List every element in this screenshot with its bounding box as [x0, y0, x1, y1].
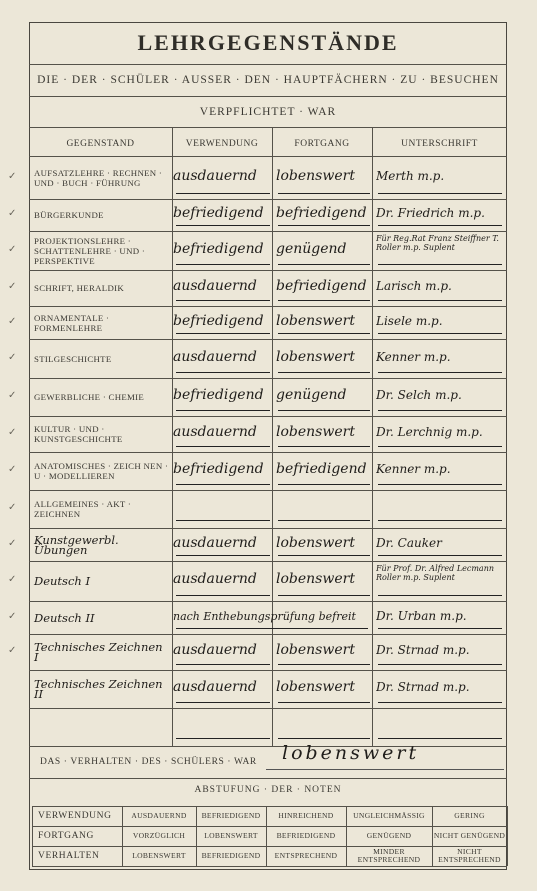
grading-row-label: VERWENDUNG — [38, 811, 112, 821]
subject-cell: ANATOMISCHES · ZEICH NEN · U · MODELLIEREN — [34, 461, 169, 481]
subject-cell: BÜRGERKUNDE — [34, 210, 104, 220]
blank-line — [176, 738, 270, 739]
conduct-value: lobenswert — [282, 742, 420, 764]
subject-cell: Deutsch II — [34, 610, 95, 625]
grade-underline — [176, 628, 368, 629]
progress-grade: befriedigend — [276, 461, 367, 477]
grade-cell: LOBENSWERT — [204, 831, 258, 840]
header-line-2: VERPFLICHTET · WAR — [199, 106, 337, 118]
check-mark-icon: ✓ — [8, 351, 17, 363]
use-grade: befriedigend — [173, 312, 264, 329]
grade-underline — [278, 664, 370, 665]
grade-cell: GENÜGEND — [366, 831, 412, 840]
progress-grade: lobenswert — [276, 679, 355, 695]
signature: Merth m.p. — [376, 168, 445, 183]
signature-underline — [378, 193, 502, 194]
progress-grade: lobenswert — [276, 642, 355, 658]
subject-cell: GEWERBLICHE · CHEMIE — [34, 392, 145, 402]
grade-underline — [278, 264, 370, 265]
grade-cell: VORZÜGLICH — [132, 831, 186, 840]
conduct-label: DAS · VERHALTEN · DES · SCHÜLERS · WAR — [40, 757, 257, 767]
signature: Dr. Strnad m.p. — [376, 643, 470, 657]
grade-cell: GERING — [454, 811, 485, 820]
use-grade: nach Enthebungsprüfung befreit — [173, 609, 356, 623]
use-grade: befriedigend — [173, 461, 264, 477]
signature: Dr. Cauker — [376, 535, 442, 550]
check-mark-icon: ✓ — [8, 390, 17, 401]
check-mark-icon: ✓ — [8, 574, 17, 585]
blank-line — [278, 738, 370, 739]
use-grade: befriedigend — [173, 387, 264, 403]
grade-underline — [278, 555, 370, 556]
check-mark-icon: ✓ — [8, 502, 17, 513]
progress-grade: lobenswert — [276, 167, 355, 184]
grade-underline — [278, 333, 370, 334]
subject-cell: Deutsch I — [34, 574, 91, 588]
grade-underline — [176, 446, 270, 447]
use-grade: befriedigend — [173, 205, 264, 221]
column-header-use: VERWENDUNG — [185, 139, 259, 149]
column-header-signature: UNTERSCHRIFT — [401, 139, 478, 149]
signature-underline — [378, 702, 502, 703]
grade-cell: BEFRIEDIGEND — [201, 851, 261, 860]
progress-grade: lobenswert — [276, 534, 355, 551]
grade-cell: ENTSPRECHEND — [274, 851, 338, 860]
use-grade: ausdauernd — [173, 348, 257, 365]
check-mark-icon: ✓ — [8, 281, 17, 292]
progress-grade: befriedigend — [276, 205, 367, 221]
signature: Dr. Strnad m.p. — [376, 680, 470, 694]
signature: Kenner m.p. — [376, 462, 451, 476]
check-mark-icon: ✓ — [8, 610, 17, 622]
grade-underline — [176, 225, 270, 226]
use-grade: ausdauernd — [173, 534, 257, 551]
signature: Dr. Selch m.p. — [376, 388, 462, 402]
grade-cell: BEFRIEDIGEND — [201, 811, 261, 820]
subject-cell: ALLGEMEINES · AKT · ZEICHNEN — [34, 499, 132, 519]
signature-underline — [378, 484, 502, 485]
signature-underline — [378, 372, 502, 373]
check-mark-icon: ✓ — [8, 243, 17, 255]
signature: Larisch m.p. — [376, 279, 452, 293]
column-header-subject: GEGENSTAND — [66, 139, 135, 149]
signature: Dr. Lerchnig m.p. — [376, 425, 483, 439]
subject-cell: Kunstgewerbl. Übungen — [34, 532, 119, 557]
grade-cell: LOBENSWERT — [132, 851, 186, 860]
grade-underline — [176, 702, 270, 703]
signature-underline — [378, 555, 502, 556]
progress-grade: lobenswert — [276, 571, 355, 587]
grade-cell: MINDER ENTSPRECHEND — [357, 847, 421, 864]
check-mark-icon: ✓ — [8, 315, 17, 327]
grade-underline — [176, 193, 270, 194]
blank-line — [378, 520, 502, 521]
use-grade: ausdauernd — [173, 642, 257, 658]
subject-cell: AUFSATZLEHRE · RECHNEN · UND · BUCH · FÜHRUNG — [34, 167, 163, 188]
signature: Lisele m.p. — [376, 313, 443, 328]
check-mark-icon: ✓ — [8, 464, 17, 475]
conduct-underline — [266, 769, 504, 770]
subject-cell: Technisches Zeichnen II — [34, 677, 163, 701]
grade-underline — [176, 595, 270, 596]
progress-grade: befriedigend — [276, 278, 367, 294]
blank-line — [378, 738, 502, 739]
grade-underline — [176, 410, 270, 411]
signature-underline — [378, 225, 502, 226]
signature-underline — [378, 300, 502, 301]
use-grade: ausdauernd — [173, 571, 257, 587]
signature: Für Prof. Dr. Alfred Lecmann Roller m.p. Suplent — [376, 564, 495, 582]
grade-cell: NICHT GENÜGEND — [433, 831, 506, 840]
column-header-progress: FORTGANG — [294, 139, 350, 149]
progress-grade: lobenswert — [276, 312, 355, 329]
grade-underline — [278, 193, 370, 194]
grading-row-label: VERHALTEN — [38, 851, 100, 861]
grade-underline — [176, 300, 270, 301]
signature-underline — [378, 628, 502, 629]
grade-cell: UNGLEICHMÄSSIG — [353, 811, 425, 820]
check-mark-icon: ✓ — [8, 170, 17, 182]
grading-column-divider — [507, 806, 508, 866]
header-line-1: DIE · DER · SCHÜLER · AUSSER · DEN · HAUPTFÄCHERN · ZU · BESUCHEN — [37, 74, 499, 86]
check-mark-icon: ✓ — [8, 208, 17, 219]
grade-cell: NICHT ENTSPRECHEND — [438, 847, 501, 864]
grade-underline — [278, 372, 370, 373]
grade-underline — [278, 702, 370, 703]
subject-cell: STILGESCHICHTE — [34, 353, 112, 364]
divider — [29, 96, 507, 97]
grading-row-label: FORTGANG — [38, 831, 94, 841]
signature: Für Reg.Rat Franz Steiffner T. Roller m.p. Suplent — [376, 234, 499, 252]
progress-grade: lobenswert — [276, 424, 355, 440]
divider — [29, 64, 507, 65]
use-grade: ausdauernd — [173, 278, 257, 294]
signature-underline — [378, 333, 502, 334]
check-mark-icon: ✓ — [8, 537, 17, 549]
signature-underline — [378, 664, 502, 665]
check-mark-icon: ✓ — [8, 427, 17, 438]
grade-underline — [176, 264, 270, 265]
subject-cell: SCHRIFT, HERALDIK — [34, 283, 124, 293]
grade-underline — [176, 372, 270, 373]
grading-row-divider — [32, 866, 507, 867]
blank-line — [176, 520, 270, 521]
check-mark-icon: ✓ — [8, 645, 17, 656]
progress-grade: genügend — [276, 387, 347, 403]
subject-cell — [34, 709, 170, 745]
grade-underline — [176, 664, 270, 665]
grade-underline — [278, 484, 370, 485]
signature: Dr. Friedrich m.p. — [376, 206, 485, 220]
signature: Kenner m.p. — [376, 349, 451, 364]
grade-underline — [278, 410, 370, 411]
grade-underline — [176, 333, 270, 334]
grading-title: ABSTUFUNG · DER · NOTEN — [194, 785, 342, 795]
use-grade: ausdauernd — [173, 167, 257, 184]
subject-cell: PROJEKTIONSLEHRE · SCHATTENLEHRE · UND · PERSPEKTIVE — [34, 235, 146, 266]
use-grade: befriedigend — [173, 240, 264, 257]
grade-cell: HINREICHEND — [278, 811, 334, 820]
divider — [29, 778, 507, 779]
signature-underline — [378, 264, 502, 265]
blank-line — [278, 520, 370, 521]
subject-cell: Technisches Zeichnen I — [34, 640, 163, 664]
divider — [29, 127, 507, 128]
grade-underline — [278, 300, 370, 301]
page-title: LEHRGEGENSTÄNDE — [137, 30, 399, 55]
use-grade: ausdauernd — [173, 679, 257, 695]
grade-cell: BEFRIEDIGEND — [276, 831, 336, 840]
grade-underline — [278, 595, 370, 596]
progress-grade: lobenswert — [276, 348, 355, 365]
use-grade: ausdauernd — [173, 424, 257, 440]
signature-underline — [378, 446, 502, 447]
column-divider — [372, 128, 373, 746]
grade-underline — [278, 446, 370, 447]
progress-grade: genügend — [276, 240, 347, 257]
grade-underline — [176, 484, 270, 485]
signature: Dr. Urban m.p. — [376, 608, 467, 623]
grade-cell: AUSDAUERND — [131, 811, 187, 820]
signature-underline — [378, 410, 502, 411]
grade-underline — [176, 555, 270, 556]
signature-underline — [378, 595, 502, 596]
grade-underline — [278, 225, 370, 226]
subject-cell: KULTUR · UND · KUNSTGESCHICHTE — [34, 424, 123, 444]
subject-cell: ORNAMENTALE · FORMENLEHRE — [34, 312, 110, 333]
